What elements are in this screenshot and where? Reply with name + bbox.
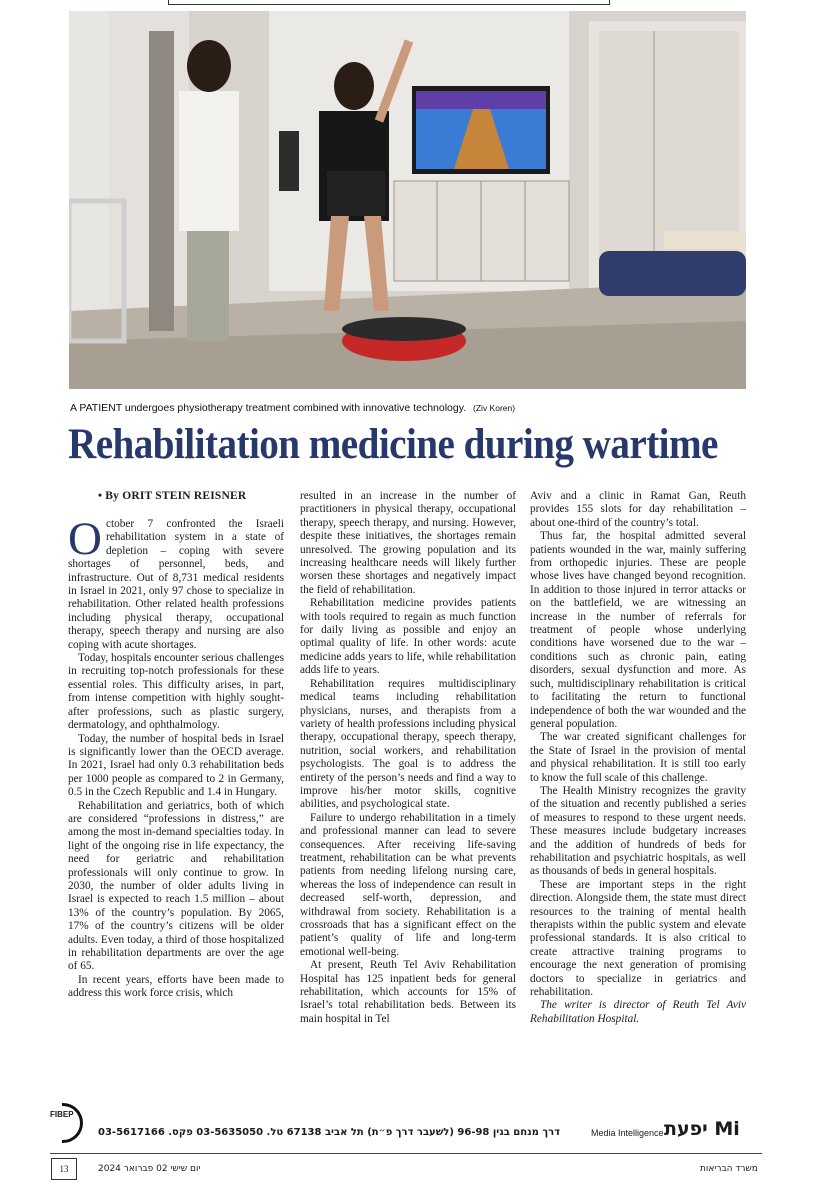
source-label: משרד הבריאות bbox=[700, 1164, 758, 1174]
headline: Rehabilitation medicine during wartime bbox=[68, 421, 718, 468]
article-photo bbox=[69, 11, 746, 389]
paragraph: Today, the number of hospital beds in Israel is significantly lower than the OECD average. In 2021, Israel had only 0.3 rehabilitation beds per 1000 people as compared to 2 in Germany, 0.5 in the Czech Republic and 1.4 in Hungary. bbox=[68, 732, 284, 799]
publication-date: יום שישי 02 פברואר 2024 bbox=[98, 1164, 201, 1174]
photo-credit: (Ziv Koren) bbox=[473, 403, 516, 413]
publisher-address: דרך מנחם בגין 96-98 (לשעבר דרך פ״ת) תל אביב 67138 טל. 03-5635050 פקס. 03-5617166 bbox=[98, 1127, 561, 1138]
paragraph: October 7 confronted the Israeli rehabilitation system in a state of depletion – coping with severe shortages of personnel, beds, and infrastructure. Out of 8,731 medical residents in Israel in 2021, only 97 chose to specialize in rehabilitation. Other related health professions including physical therapy, occupational therapy, speech therapy and nursing are also coping with acute shortages. bbox=[68, 513, 284, 651]
paragraph: The war created significant challenges for the State of Israel in the provision of mental and physical rehabilitation. It is still too early to know the full scale of this challenge. bbox=[530, 731, 746, 784]
paragraph: Rehabilitation and geriatrics, both of which are considered “professions in distress,” are among the most in-demand specialties today. In light of the ongoing rise in life expectancy, the need for geriatric and rehabilitation professionals will only continue to grow. In 2030, the number of older adults living in Israel is expected to reach 1.5 million – about 13% of the country’s population. By 2065, 17% of the country’s citizens will be older adults. Even today, a third of those hospitalized in rehabilitation departments are over the age of 65. bbox=[68, 799, 284, 973]
drop-cap: O bbox=[68, 513, 102, 565]
article-column-3 bbox=[530, 490, 746, 1026]
photo-caption bbox=[70, 402, 750, 414]
footer-rule bbox=[50, 1153, 762, 1154]
paragraph: At present, Reuth Tel Aviv Rehabilitation Hospital has 125 inpatient beds for general rehabilitation, which accounts for 15% of Israel’s total rehabilitation beds. Between its main hospital in Tel bbox=[300, 959, 516, 1025]
top-strip bbox=[168, 0, 610, 5]
article-column-1 bbox=[68, 513, 284, 1001]
page-number: 13 bbox=[51, 1158, 77, 1180]
photo-illustration bbox=[69, 11, 746, 389]
paragraph: Rehabilitation requires multidisciplinary medical teams including rehabilitation physicians, nurses, and therapists from a variety of health professions including physical therapy, occupational therapy, speech therapy, nutrition, social workers, and rehabilitation psychologists. The goal is to address the entirety of the person’s needs and find a way to improve his/her motor skills, cognitive abilities, and psychological state. bbox=[300, 677, 516, 811]
paragraph: Rehabilitation medicine provides patients with tools required to regain as much function for daily living as possible and enjoy an optimal quality of life. In other words: acute medicine adds years to life, while rehabilitation adds life to years. bbox=[300, 597, 516, 677]
paragraph: These are important steps in the right direction. Alongside them, the state must direct resources to the training of mental health therapists within the public system and elevate professional standards. It is also critical to create attractive training programs to encourage the next generation of promising doctors to specialize in geriatrics and rehabilitation. bbox=[530, 878, 746, 999]
paragraph: Thus far, the hospital admitted several patients wounded in the war, mainly suffering from orthopedic injuries. These are people whose lives have changed beyond recognition. In addition to those injured in terror attacks or on the battlefield, we are witnessing an increase in the number of referrals for treatment of people whose underlying conditions have worsened due to the war – conditions such as chronic pain, eating disorders, sexual dysfunction and more. As such, multidisciplinary rehabilitation is critical to facilitating the return to functional independence of both the war wounded and the general population. bbox=[530, 530, 746, 730]
yifat-logo: יפעת Mi bbox=[664, 1118, 740, 1140]
fibep-logo: FIBEP bbox=[50, 1110, 74, 1119]
writer-note: The writer is director of Reuth Tel Aviv Rehabilitation Hospital. bbox=[530, 999, 746, 1025]
paragraph: The Health Ministry recognizes the gravity of the situation and recently published a series of measures to respond to these urgent needs. These measures include budgetary increases and the addition of hundreds of beds for rehabilitation and psychiatric hospitals, as well as thousands of beds in general hospitals. bbox=[530, 784, 746, 878]
paragraph: resulted in an increase in the number of practitioners in physical therapy, occupational therapy, speech therapy, and nursing. However, despite these initiatives, the shortages remain unresolved. The growing population and its increasing healthcare needs will likely further worsen these shortages and negatively impact the field of rehabilitation. bbox=[300, 490, 516, 596]
paragraph: In recent years, efforts have been made to address this work force crisis, which bbox=[68, 973, 284, 1000]
byline: • By ORIT STEIN REISNER bbox=[98, 490, 247, 502]
fibep-logo-ring bbox=[62, 1103, 83, 1143]
paragraph: Aviv and a clinic in Ramat Gan, Reuth provides 155 slots for day rehabilitation – about one-third of the country’s total. bbox=[530, 490, 746, 529]
article-column-2 bbox=[300, 490, 516, 1026]
caption-text: A PATIENT undergoes physiotherapy treatment combined with innovative technology. bbox=[70, 402, 467, 414]
media-intelligence-label: Media Intelligence bbox=[591, 1128, 664, 1138]
paragraph: Today, hospitals encounter serious challenges in recruiting top-notch professionals for these essential roles. This difficulty arises, in part, from intense competition with highly sought-after professions, such as plastic surgery, dermatology, and ophthalmology. bbox=[68, 652, 284, 732]
paragraph: Failure to undergo rehabilitation in a timely and professional manner can lead to severe consequences. After receiving life-saving treatment, rehabilitation can be what prevents patients from needing lifelong nursing care, whereas the loss of independence can result in decreased self-worth, depression, and withdrawal from society. Rehabilitation is a crossroads that has a significant effect on the patient’s quality of life and long-term emotional well-being. bbox=[300, 811, 516, 958]
